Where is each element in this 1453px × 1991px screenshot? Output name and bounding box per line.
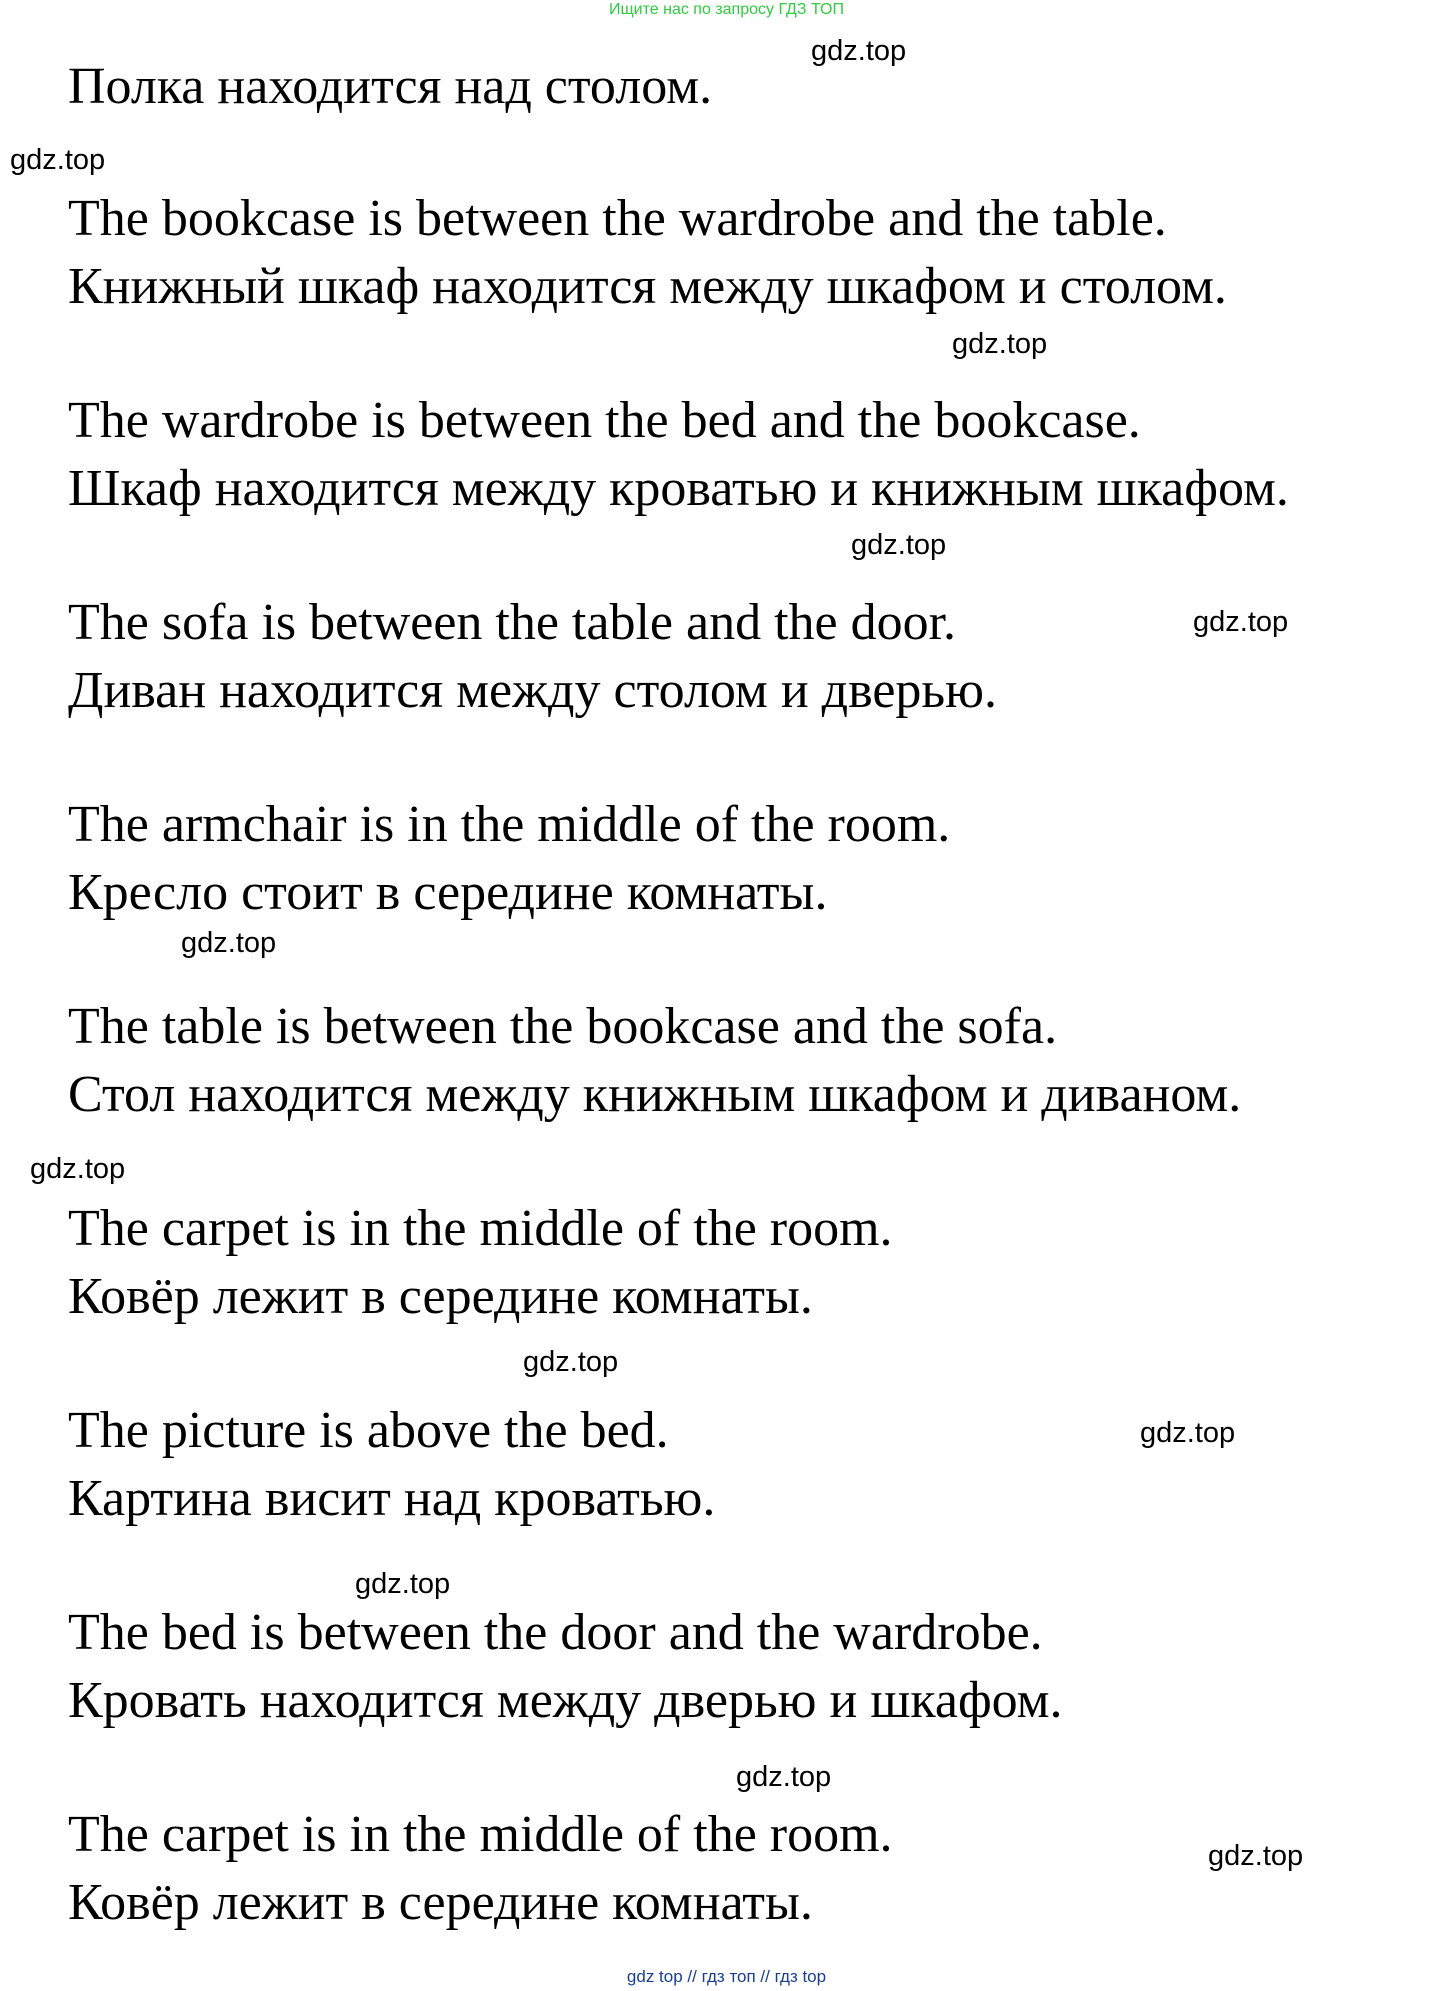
sentence-ru-bookcase: Книжный шкаф находится между шкафом и столом. <box>68 258 1227 315</box>
sentence-ru-wardrobe: Шкаф находится между кроватью и книжным шкафом. <box>68 460 1289 517</box>
sentence-ru-armchair: Кресло стоит в середине комнаты. <box>68 864 828 921</box>
watermark: gdz.top <box>355 1568 451 1600</box>
sentence-en-carpet: The carpet is in the middle of the room. <box>68 1200 893 1257</box>
watermark: gdz.top <box>811 35 907 67</box>
watermark: gdz.top <box>1208 1840 1304 1872</box>
footer-links: gdz top // гдз топ // гдз top <box>626 1967 827 1986</box>
sentence-ru-sofa: Диван находится между столом и дверью. <box>68 662 997 719</box>
sentence-ru-carpet: Ковёр лежит в середине комнаты. <box>68 1268 813 1325</box>
sentence-en-bookcase: The bookcase is between the wardrobe and the table. <box>68 190 1167 247</box>
search-hint-header: Ищите нас по запросу ГДЗ ТОП <box>609 1 844 18</box>
sentence-ru-shelf: Полка находится над столом. <box>68 58 713 115</box>
watermark: gdz.top <box>1193 606 1289 638</box>
watermark: gdz.top <box>10 144 106 176</box>
sentence-ru-table: Стол находится между книжным шкафом и диваном. <box>68 1066 1242 1123</box>
sentence-ru-picture: Картина висит над кроватью. <box>68 1470 716 1527</box>
watermark: gdz.top <box>1140 1417 1236 1449</box>
sentence-en-carpet-2: The carpet is in the middle of the room. <box>68 1806 893 1863</box>
watermark: gdz.top <box>523 1346 619 1378</box>
sentence-ru-bed: Кровать находится между дверью и шкафом. <box>68 1672 1063 1729</box>
watermark: gdz.top <box>952 328 1048 360</box>
sentence-en-sofa: The sofa is between the table and the door. <box>68 594 957 651</box>
sentence-en-wardrobe: The wardrobe is between the bed and the bookcase. <box>68 392 1141 449</box>
sentence-ru-carpet-2: Ковёр лежит в середине комнаты. <box>68 1874 813 1931</box>
sentence-en-bed: The bed is between the door and the wardrobe. <box>68 1604 1043 1661</box>
watermark: gdz.top <box>181 927 277 959</box>
watermark: gdz.top <box>851 529 947 561</box>
sentence-en-armchair: The armchair is in the middle of the room. <box>68 796 951 853</box>
watermark: gdz.top <box>30 1153 126 1185</box>
sentence-en-table: The table is between the bookcase and the sofa. <box>68 998 1058 1055</box>
sentence-en-picture: The picture is above the bed. <box>68 1402 669 1459</box>
watermark: gdz.top <box>736 1761 832 1793</box>
